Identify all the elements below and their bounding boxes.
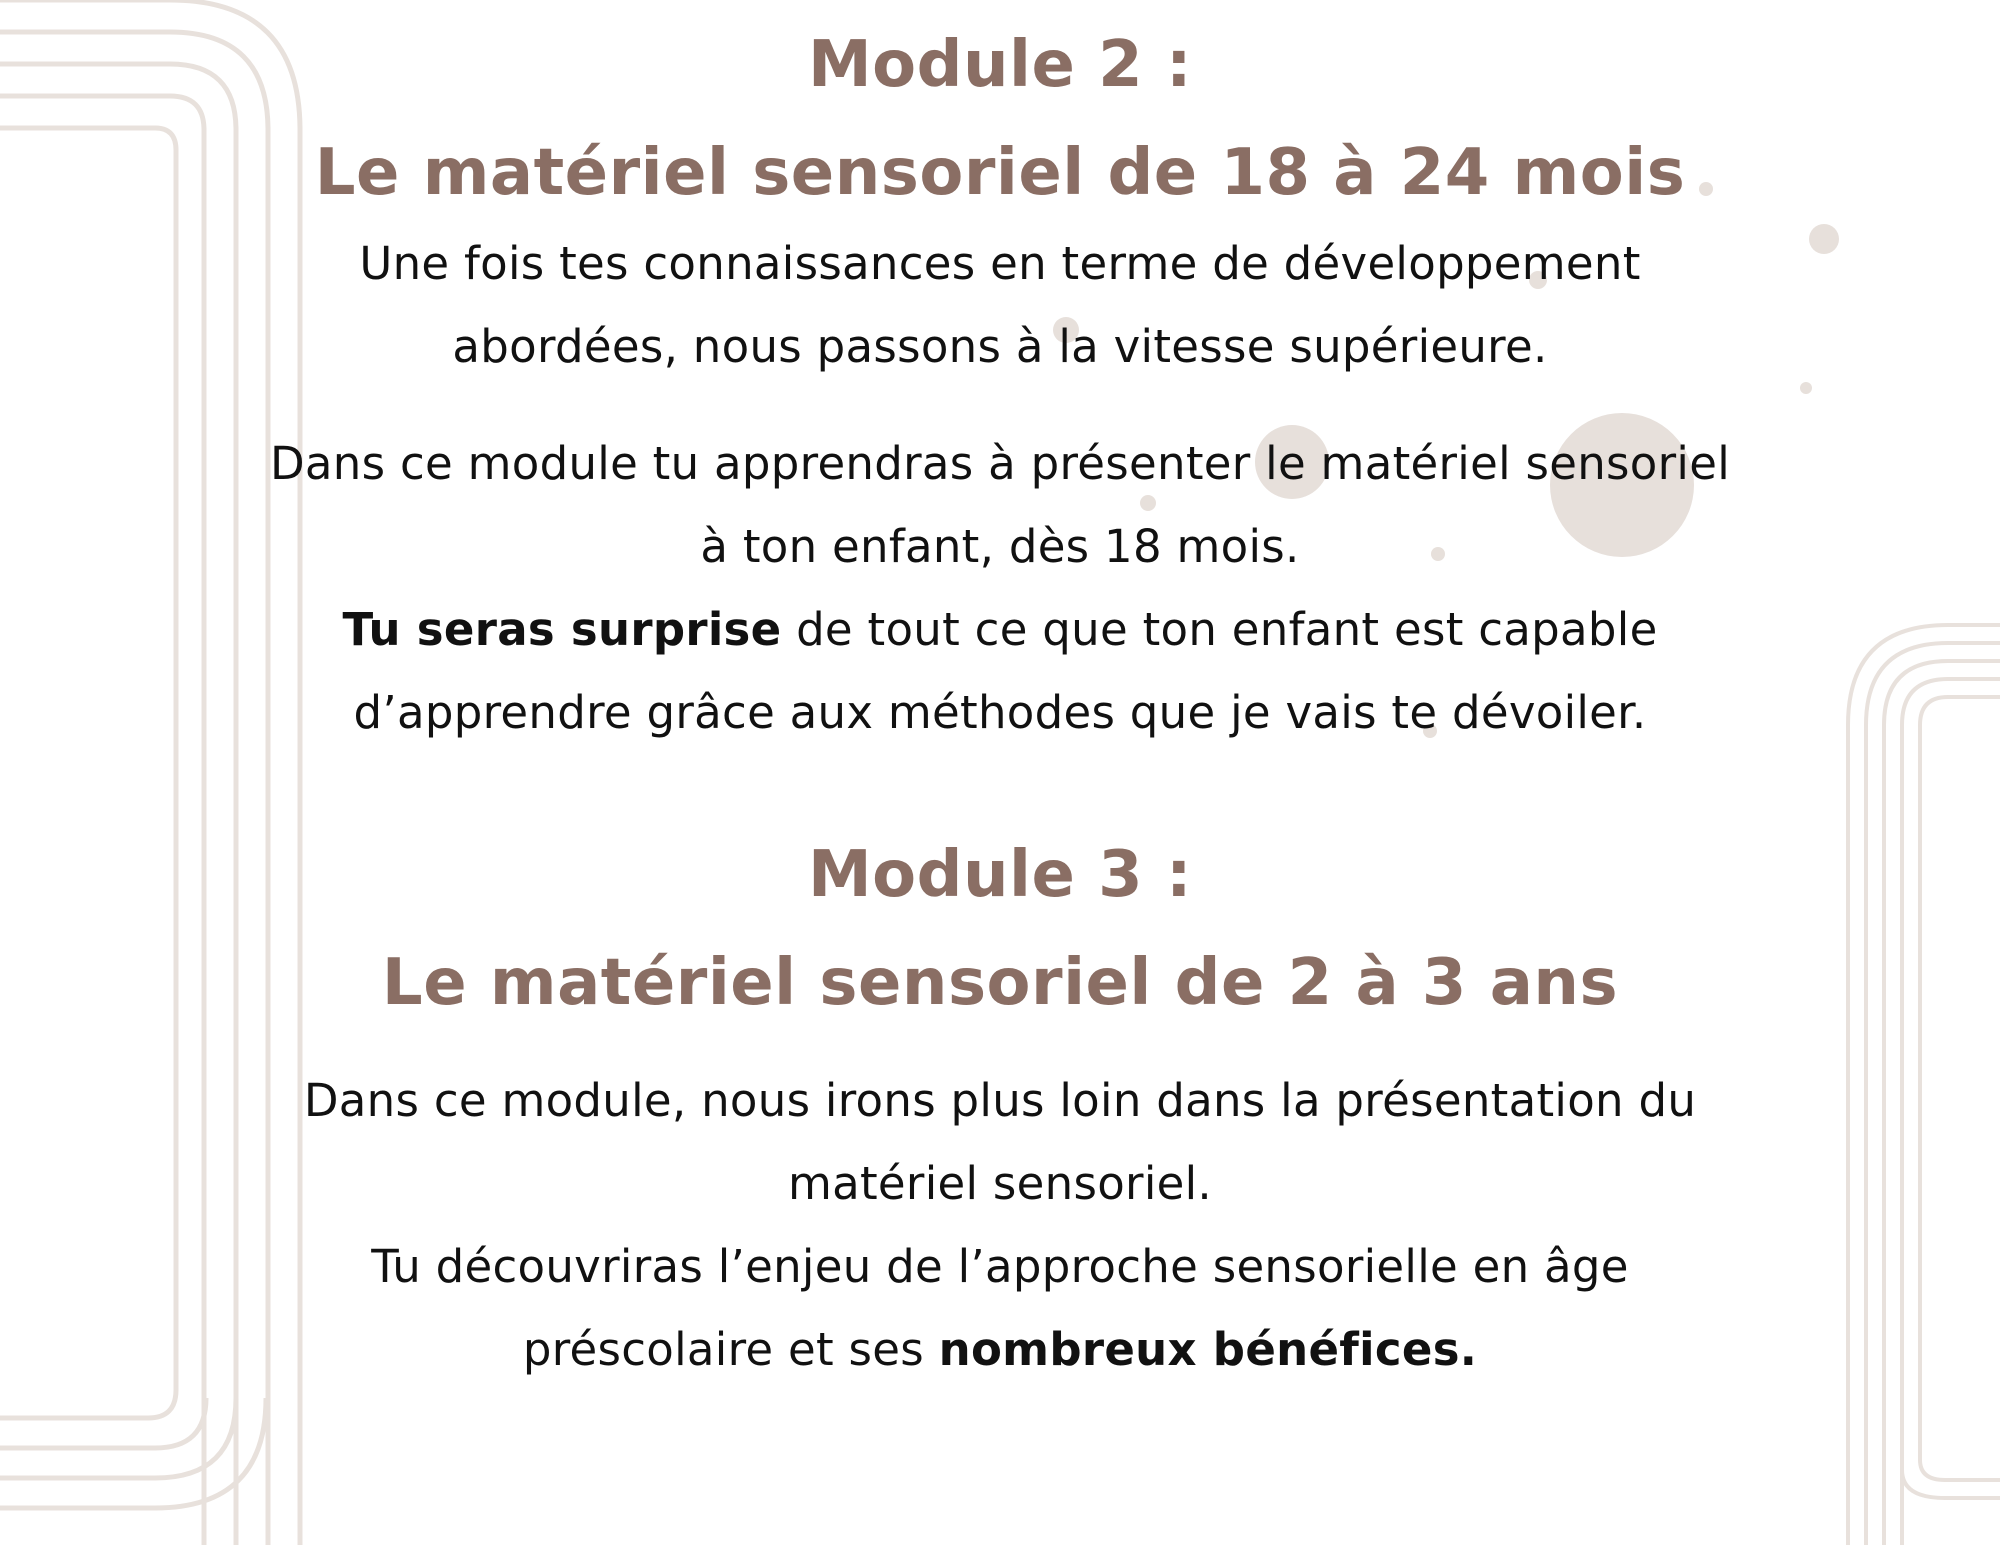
module-2-paragraph-2-line-4: d’apprendre grâce aux méthodes que je vais te dévoiler. — [353, 686, 1647, 739]
module-3-paragraph-line-2: matériel sensoriel. — [787, 1157, 1213, 1210]
bold-emphasis: Tu seras surprise — [342, 603, 782, 656]
module-2-paragraph-1-line-2: abordées, nous passons à la vitesse supérieure. — [452, 320, 1548, 373]
line-text: de tout ce que ton enfant est capable — [781, 603, 1658, 656]
module-3-paragraph-line-1: Dans ce module, nous irons plus loin dans la présentation du — [303, 1074, 1697, 1127]
module-2-paragraph-2-line-3 — [0, 603, 2000, 656]
line-text: préscolaire et ses — [522, 1323, 939, 1376]
module-2-paragraph-2-line-2: à ton enfant, dès 18 mois. — [700, 520, 1300, 573]
module-2-subtitle: Le matériel sensoriel de 18 à 24 mois — [314, 136, 1686, 210]
module-2-title: Module 2 : — [807, 28, 1193, 102]
module-3-subtitle: Le matériel sensoriel de 2 à 3 ans — [381, 946, 1619, 1020]
bold-emphasis: nombreux bénéfices. — [938, 1323, 1478, 1376]
module-3-paragraph-line-3: Tu découvriras l’enjeu de l’approche sensorielle en âge — [371, 1240, 1629, 1293]
module-2-paragraph-1-line-1: Une fois tes connaissances en terme de développement — [359, 237, 1641, 290]
module-3-title: Module 3 : — [807, 838, 1193, 912]
module-3-paragraph-line-4 — [0, 1323, 2000, 1376]
module-2-paragraph-2-line-1: Dans ce module tu apprendras à présenter le matériel sensoriel — [269, 437, 1731, 490]
